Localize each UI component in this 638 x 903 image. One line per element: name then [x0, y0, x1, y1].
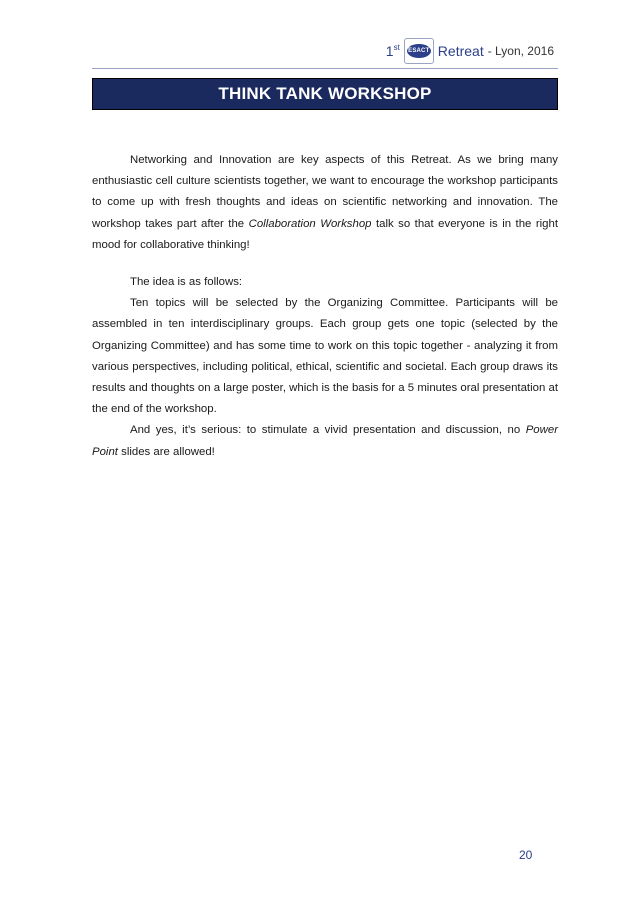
page-number: 20	[519, 848, 533, 862]
header-location: - Lyon, 2016	[487, 44, 554, 58]
power-point-emphasis: Power Point	[92, 424, 558, 458]
page-header	[386, 36, 554, 66]
page-title: THINK TANK WORKSHOP	[218, 84, 432, 103]
header-retreat: Retreat	[437, 43, 484, 59]
paragraph-idea-intro: The idea is as follows:	[130, 276, 243, 289]
header-edition: 1st	[385, 43, 400, 59]
paragraph-serious: And yes, it’s serious: to stimulate a vivid presentation and discussion, no Power Point slides are allowed!	[92, 424, 558, 458]
body-text	[92, 150, 558, 463]
logo-mark: ESACT	[407, 44, 431, 58]
esact-logo	[404, 38, 434, 64]
title-banner	[92, 78, 558, 110]
collaboration-workshop-emphasis: Collaboration Workshop	[248, 217, 372, 230]
paragraph-topics: Ten topics will be selected by the Organizing Committee. Participants will be assembled in ten interdisciplinary groups. Each group gets one topic (selected by the Organizing Committee) and has some time to work on this topic together - analyzing it from various perspectives, including political, ethical, scientific and societal. Each group draws its results and thoughts on a large poster, which is the basis for a 5 minutes oral presentation at the end of the workshop.	[92, 297, 558, 416]
header-divider	[92, 68, 558, 69]
paragraph-intro: Networking and Innovation are key aspects of this Retreat. As we bring many enthusiastic cell culture scientists together, we want to encourage the workshop participants to come up with fresh thoughts and ideas on scientific networking and innovation. The workshop takes part after the Collaboration Workshop talk so that everyone is in the right mood for collaborative thinking!	[92, 154, 559, 251]
